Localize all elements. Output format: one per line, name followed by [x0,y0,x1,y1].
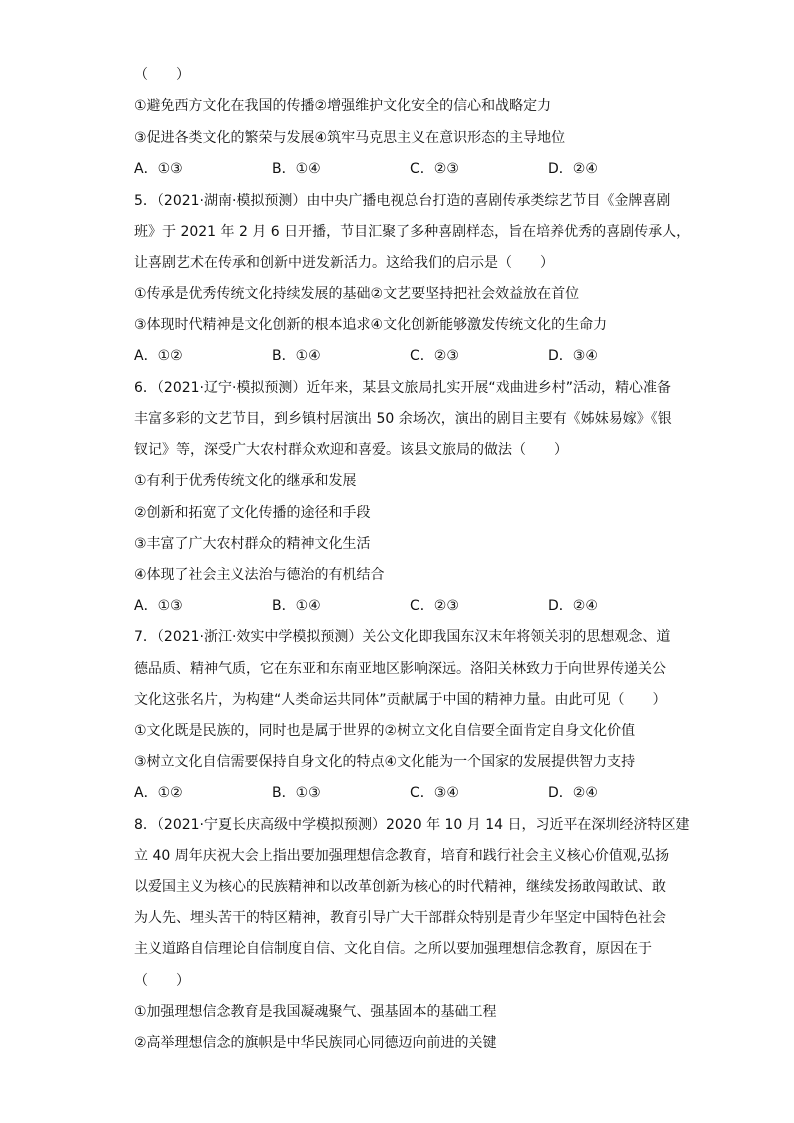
q5-option-c: C．②③ [410,348,459,364]
q7-stem-line-1: 7．（2021·浙江·效实中学模拟预测）关公文化即我国东汉末年将领关羽的思想观念、道 [134,629,671,645]
q4-option-a: A．①③ [134,161,183,177]
q7-option-a: A．①② [134,785,183,801]
q8-answer-blank: （ ） [134,973,190,989]
q6-option-a: A．①③ [134,598,183,614]
q6-stem-line-2: 丰富多彩的文艺节目，到乡镇村居演出 50 余场次，演出的剧目主要有《姊妹易嫁》《银 [134,411,672,427]
q5-stem-line-3: 让喜剧艺术在传承和创新中迸发新活力。这给我们的启示是（ ） [134,255,554,271]
q4-option-b: B．①④ [272,161,321,177]
q8-statement-2: ②高举理想信念的旗帜是中华民族同心同德迈向前进的关键 [134,1035,497,1051]
q5-stem-line-1: 5．（2021·湖南·模拟预测）由中央广播电视总台打造的喜剧传承类综艺节目《金牌喜剧 [134,193,671,209]
q7-stem-line-2: 德品质、精神气质，它在东亚和东南亚地区影响深远。洛阳关林致力于向世界传递关公 [134,661,666,677]
q7-option-d: D．②④ [548,785,598,801]
q7-statement-3-4: ③树立文化自信需要保持自身文化的特点④文化能为一个国家的发展提供智力支持 [134,754,636,770]
q7-option-c: C．③④ [410,785,459,801]
q4-option-d: D．②④ [548,161,598,177]
q5-option-a: A．①② [134,348,183,364]
q7-stem-line-3: 文化这张名片，为构建“人类命运共同体”贡献属于中国的精神力量。由此可见（ ） [134,692,667,708]
q6-stem-line-3: 钗记》等，深受广大农村群众欢迎和喜爱。该县文旅局的做法（ ） [134,442,568,458]
q7-statement-1-2: ①文化既是民族的，同时也是属于世界的②树立文化自信要全面肯定自身文化价值 [134,723,636,739]
q4-statement-1-2: ①避免西方文化在我国的传播②增强维护文化安全的信心和战略定力 [134,98,552,114]
q6-option-d: D．②④ [548,598,598,614]
q6-statement-2: ②创新和拓宽了文化传播的途径和手段 [134,505,371,521]
q5-option-b: B．①④ [272,348,321,364]
q5-stem-line-2: 班》于 2021 年 2 月 6 日开播，节目汇聚了多种喜剧样态，旨在培养优秀的喜剧传承人， [134,224,691,240]
q5-statement-1-2: ①传承是优秀传统文化持续发展的基础②文艺要坚持把社会效益放在首位 [134,286,580,302]
q4-statement-3-4: ③促进各类文化的繁荣与发展④筑牢马克思主义在意识形态的主导地位 [134,130,566,146]
q8-stem-line-2: 立 40 周年庆祝大会上指出要加强理想信念教育，培育和践行社会主义核心价值观,弘扬 [134,848,670,864]
q6-option-c: C．②③ [410,598,459,614]
q6-statement-1: ①有利于优秀传统文化的继承和发展 [134,473,357,489]
q8-stem-line-4: 为人先、埋头苦干的特区精神，教育引导广大干部群众特别是青少年坚定中国特色社会 [134,910,666,926]
q8-stem-line-5: 主义道路自信理论自信制度自信、文化自信。之所以要加强理想信念教育，原因在于 [134,941,652,957]
q6-statement-4: ④体现了社会主义法治与德治的有机结合 [134,567,385,583]
q6-statement-3: ③丰富了广大农村群众的精神文化生活 [134,536,371,552]
q6-option-b: B．①④ [272,598,321,614]
q8-stem-line-1: 8．（2021·宁夏长庆高级中学模拟预测）2020 年 10 月 14 日，习近平在深圳经济特区建 [134,817,690,833]
q8-statement-1: ①加强理想信念教育是我国凝魂聚气、强基固本的基础工程 [134,1004,497,1020]
q8-stem-line-3: 以爱国主义为核心的民族精神和以改革创新为核心的时代精神，继续发扬敢闯敢试、敢 [134,879,666,895]
q5-statement-3-4: ③体现时代精神是文化创新的根本追求④文化创新能够激发传统文化的生命力 [134,317,608,333]
q7-option-b: B．①③ [272,785,321,801]
q4-answer-blank: （ ） [134,67,190,83]
q5-option-d: D．③④ [548,348,598,364]
q4-option-c: C．②③ [410,161,459,177]
q6-stem-line-1: 6．（2021·辽宁·模拟预测）近年来，某县文旅局扎实开展“戏曲进乡村”活动，精心准备 [134,380,671,396]
